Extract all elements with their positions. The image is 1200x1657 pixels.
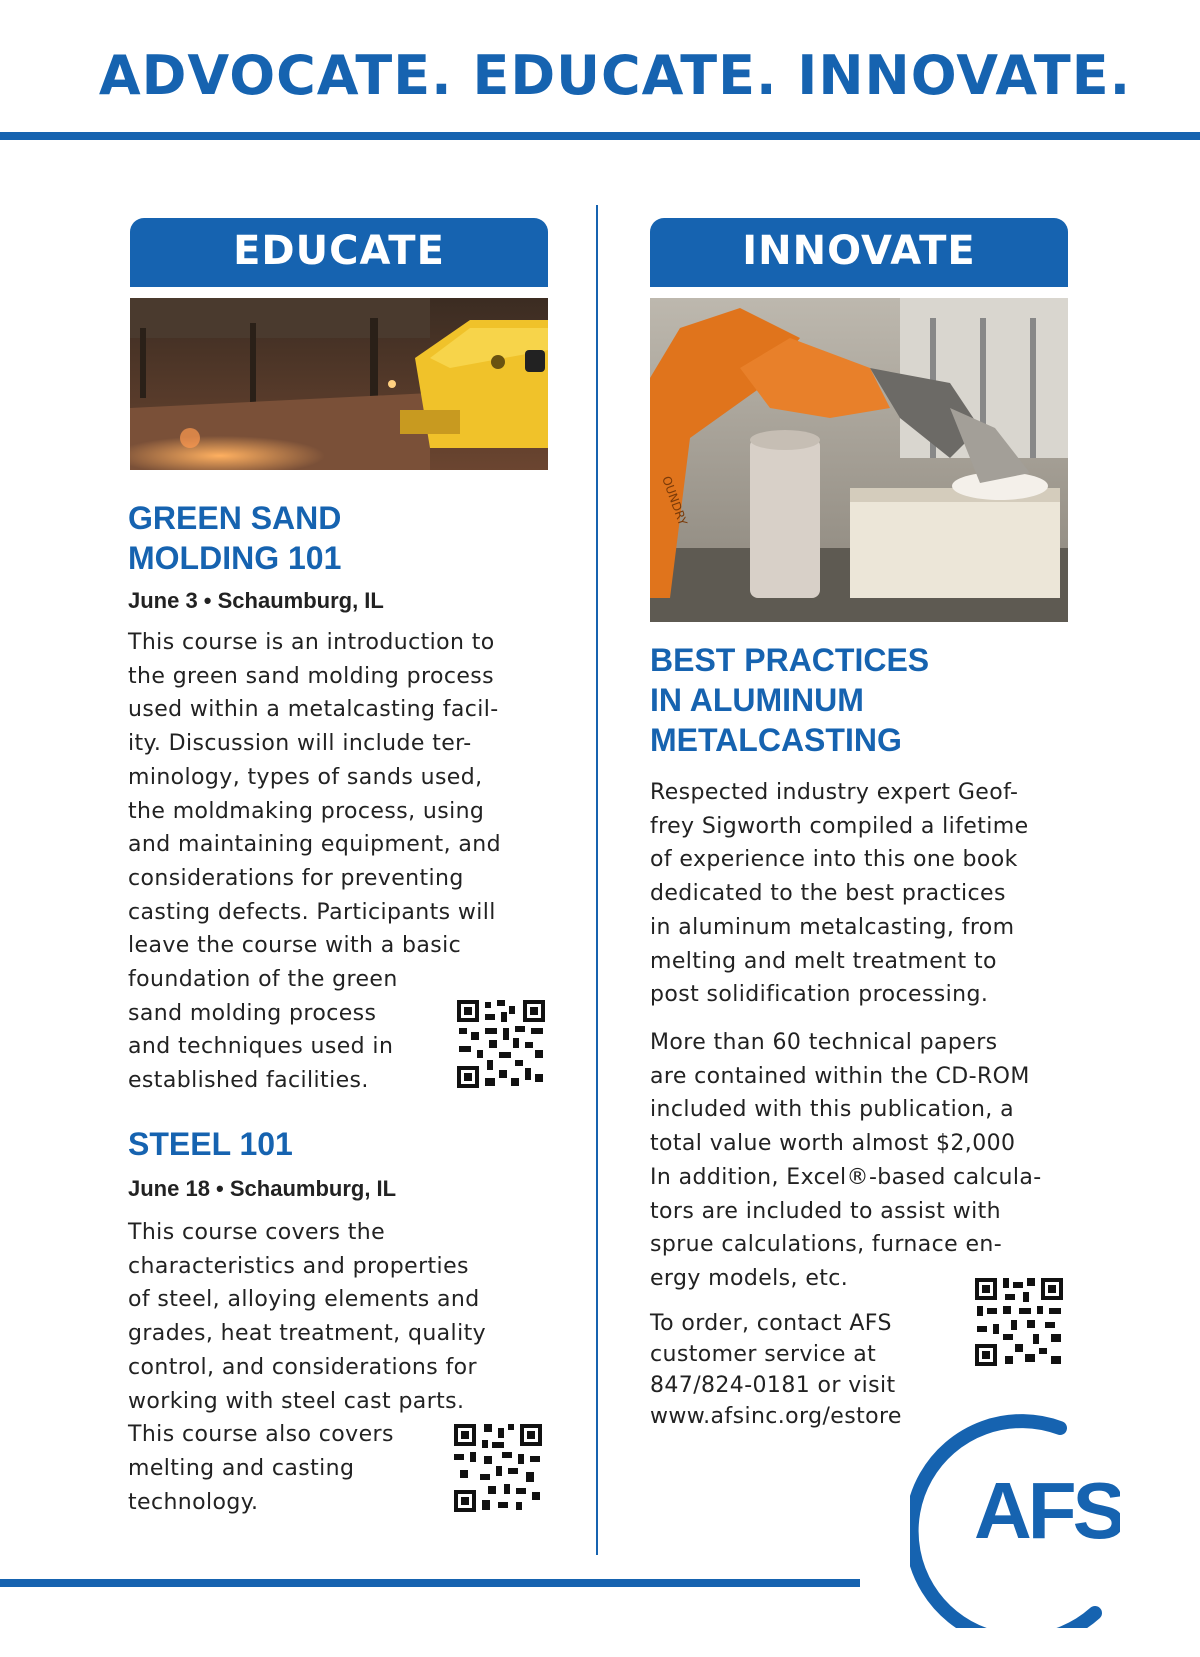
svg-text:OUNDRY: OUNDRY [659, 474, 690, 528]
text-line: of experience into this one book [650, 847, 1018, 873]
text-line: working with steel cast parts. [128, 1388, 465, 1414]
text-line: melting and casting [128, 1455, 355, 1481]
text-line: More than 60 technical papers [650, 1030, 998, 1055]
page-headline: ADVOCATE. EDUCATE. INNOVATE. [98, 44, 1132, 107]
text-line: In addition, Excel®-based calcula- [650, 1164, 1042, 1190]
text-line: Respected industry expert Geof- [650, 780, 1019, 805]
text-line: sprue calculations, furnace en- [650, 1232, 1003, 1258]
educate-tab-rule [130, 281, 548, 287]
text-line: post solidification processing. [650, 982, 989, 1008]
logo-text: AFS [974, 1466, 1120, 1555]
text-line: leave the course with a basic [128, 933, 462, 959]
text-line: control, and considerations for [128, 1354, 477, 1380]
text-line: customer service at [650, 1342, 877, 1367]
text-line: used within a metalcasting facil- [128, 697, 499, 723]
text-line: and maintaining equipment, and [128, 832, 501, 858]
text-line: of steel, alloying elements and [128, 1287, 480, 1313]
text-line: This course also covers [128, 1422, 394, 1448]
text-line: tors are included to assist with [650, 1198, 1001, 1224]
cd-rom-description [650, 1026, 1090, 1296]
green-sand-title-line2: MOLDING 101 [128, 540, 342, 576]
text-line: minology, types of sands used, [128, 764, 483, 790]
steel-mill-photo [130, 298, 548, 470]
book-description [650, 776, 1080, 1012]
text-line: ity. Discussion will include ter- [128, 731, 472, 757]
text-line: grades, heat treatment, quality [128, 1321, 487, 1347]
text-line: the green sand molding process [128, 663, 494, 689]
best-practices-title-line1: BEST PRACTICES [650, 642, 930, 678]
text-line: included with this publication, a [650, 1097, 1014, 1123]
top-rule [0, 132, 1200, 140]
steel-meta: June 18 • Schaumburg, IL [128, 1176, 397, 1201]
innovate-tab-rule [650, 281, 1068, 287]
green-sand-title-line1: GREEN SAND [128, 500, 342, 536]
text-line: characteristics and properties [128, 1253, 469, 1279]
text-line: total value worth almost $2,000 [650, 1131, 1016, 1157]
educate-tab: EDUCATE [130, 218, 548, 282]
text-line: dedicated to the best practices [650, 881, 1006, 907]
text-line: considerations for preventing [128, 865, 464, 891]
text-line: This course is an introduction to [128, 630, 495, 655]
text-line: 847/824-0181 or visit [650, 1373, 896, 1398]
text-line: in aluminum metalcasting, from [650, 914, 1015, 940]
text-line: casting defects. Participants will [128, 899, 496, 925]
text-line: This course covers the [128, 1220, 385, 1245]
text-line: sand molding process [128, 1000, 377, 1026]
text-line: the moldmaking process, using [128, 798, 485, 824]
green-sand-meta: June 3 • Schaumburg, IL [128, 588, 384, 613]
text-line: established facilities. [128, 1068, 369, 1094]
text-line: are contained within the CD-ROM [650, 1063, 1030, 1089]
best-practices-title-line3: METALCASTING [650, 722, 902, 758]
text-line: frey Sigworth compiled a lifetime [650, 813, 1029, 839]
order-link[interactable]: www.afsinc.org/estore [650, 1404, 902, 1429]
qr-code-icon[interactable] [973, 1276, 1065, 1368]
text-line: To order, contact AFS [650, 1311, 892, 1336]
qr-code-icon[interactable] [452, 1422, 544, 1514]
afs-logo [910, 1398, 1120, 1628]
best-practices-title-line2: IN ALUMINUM [650, 682, 864, 718]
text-line: foundation of the green [128, 967, 398, 993]
text-line: ergy models, etc. [650, 1265, 849, 1291]
text-line: technology. [128, 1489, 259, 1515]
innovate-tab: INNOVATE [650, 218, 1068, 282]
column-divider [596, 205, 598, 1555]
robot-casting-photo [650, 298, 1068, 622]
steel-title: STEEL 101 [128, 1126, 293, 1162]
bottom-rule [0, 1579, 860, 1587]
text-line: and techniques used in [128, 1034, 394, 1060]
qr-code-icon[interactable] [455, 998, 547, 1090]
text-line: melting and melt treatment to [650, 948, 997, 974]
